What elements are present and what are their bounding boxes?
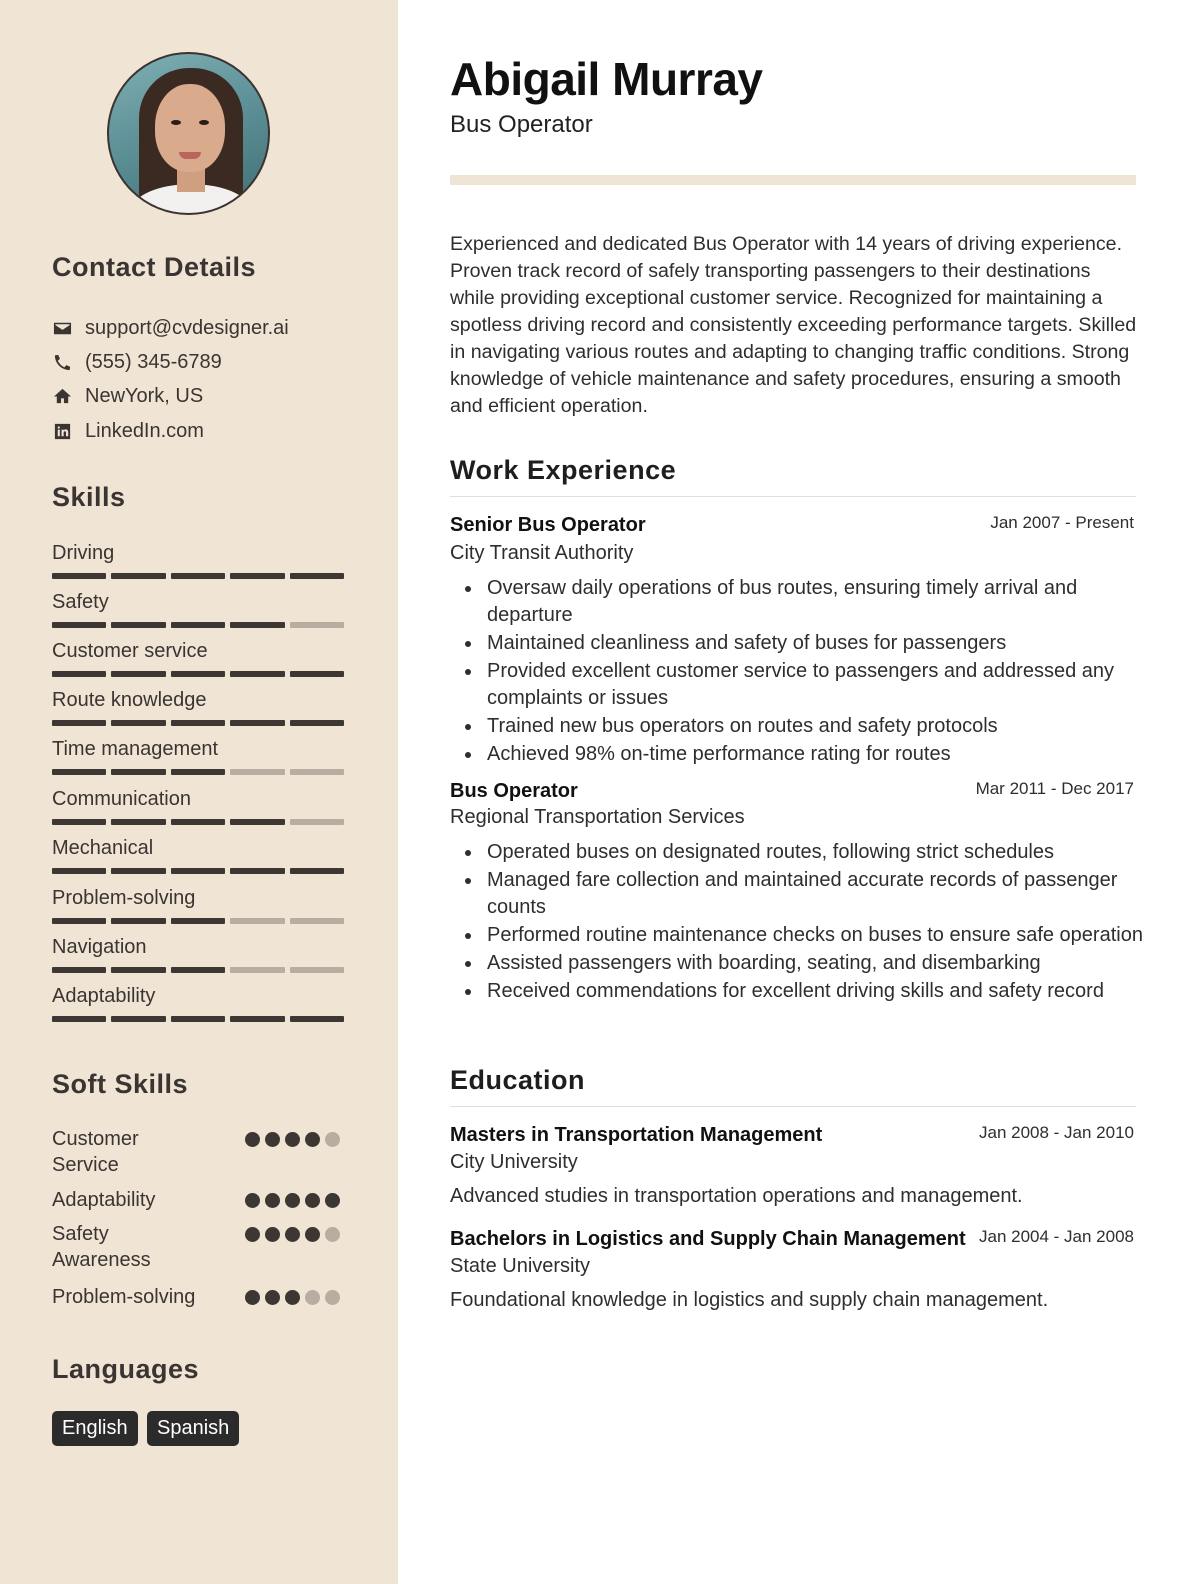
rating-bar-filled xyxy=(52,868,106,874)
skill-rating xyxy=(52,1016,344,1022)
contact-location xyxy=(52,383,203,409)
rating-bar-filled xyxy=(52,720,106,726)
soft-skill-row xyxy=(52,1284,344,1310)
home-icon xyxy=(52,386,72,406)
rating-bar-filled xyxy=(111,819,165,825)
rating-bar-filled xyxy=(111,671,165,677)
rating-dot-filled xyxy=(245,1227,260,1242)
job-title-2: Bus Operator xyxy=(450,780,578,802)
rating-dot-filled xyxy=(285,1290,300,1305)
rating-bar-filled xyxy=(171,769,225,775)
education-description-1: Advanced studies in transportation operations and management. xyxy=(450,1185,1023,1207)
job-dates-2: Mar 2011 - Dec 2017 xyxy=(975,779,1134,798)
skill-row xyxy=(52,786,344,826)
rating-dot-filled xyxy=(285,1132,300,1147)
rating-bar-filled xyxy=(52,1016,106,1022)
soft-skill-row xyxy=(52,1187,344,1213)
skill-rating xyxy=(52,573,344,579)
contact-linkedin-text: LinkedIn.com xyxy=(85,419,204,442)
skill-row xyxy=(52,687,344,727)
contact-location-text: NewYork, US xyxy=(85,384,204,407)
education-description-2: Foundational knowledge in logistics and supply chain management. xyxy=(450,1289,1049,1311)
soft-skill-rating xyxy=(245,1227,340,1242)
job-company-2: Regional Transportation Services xyxy=(450,806,745,828)
skill-rating xyxy=(52,918,344,924)
list-item: Received commendations for excellent driving skills and safety record xyxy=(487,978,1147,1005)
job-company-1: City Transit Authority xyxy=(450,542,634,564)
rating-bar-filled xyxy=(230,1016,284,1022)
language-badge-spanish: Spanish xyxy=(147,1411,239,1446)
rating-bar-filled xyxy=(171,868,225,874)
skill-row xyxy=(52,983,344,1023)
skill-name: Customer service xyxy=(52,640,208,662)
rating-dot-filled xyxy=(305,1193,320,1208)
list-item: Achieved 98% on-time performance rating for routes xyxy=(487,741,1147,768)
skills-heading: Skills xyxy=(52,482,126,512)
linkedin-icon xyxy=(52,421,72,441)
rating-bar-filled xyxy=(52,918,106,924)
rating-bar-empty xyxy=(290,622,344,628)
rating-dot-empty xyxy=(325,1132,340,1147)
skill-row xyxy=(52,638,344,678)
rating-bar-empty xyxy=(290,769,344,775)
skill-row xyxy=(52,736,344,776)
work-experience-heading: Work Experience xyxy=(450,455,677,485)
education-school-1: City University xyxy=(450,1151,578,1173)
rating-bar-filled xyxy=(52,967,106,973)
skill-rating xyxy=(52,622,344,628)
skill-name: Communication xyxy=(52,788,191,810)
education-school-2: State University xyxy=(450,1255,591,1277)
rating-bar-filled xyxy=(111,1016,165,1022)
rating-bar-empty xyxy=(290,819,344,825)
soft-skill-row xyxy=(52,1126,344,1178)
skill-row xyxy=(52,540,344,580)
soft-skill-name: Customer Service xyxy=(52,1128,139,1176)
skill-name: Time management xyxy=(52,738,218,760)
rating-bar-filled xyxy=(230,720,284,726)
soft-skill-name: Adaptability xyxy=(52,1189,156,1211)
rating-bar-filled xyxy=(290,720,344,726)
profile-photo xyxy=(107,52,270,215)
rating-bar-empty xyxy=(290,918,344,924)
rating-bar-filled xyxy=(171,671,225,677)
rating-bar-filled xyxy=(230,671,284,677)
job-bullets-2 xyxy=(487,839,1147,1006)
rating-dot-filled xyxy=(285,1227,300,1242)
education-dates-2: Jan 2004 - Jan 2008 xyxy=(978,1227,1134,1246)
sidebar xyxy=(0,0,398,1584)
job-title-1: Senior Bus Operator xyxy=(450,514,646,536)
rating-bar-filled xyxy=(111,918,165,924)
list-item: Operated buses on designated routes, following strict schedules xyxy=(487,839,1147,866)
education-dates-1: Jan 2008 - Jan 2010 xyxy=(978,1123,1134,1142)
rating-bar-filled xyxy=(290,1016,344,1022)
list-item: Trained new bus operators on routes and safety protocols xyxy=(487,713,1147,740)
rating-bar-filled xyxy=(111,622,165,628)
rating-bar-filled xyxy=(52,573,106,579)
rating-dot-empty xyxy=(325,1290,340,1305)
profile-summary: Experienced and dedicated Bus Operator with 14 years of driving experience. Proven track record of safely transporting passengers to their destinations while providing exceptional customer service. Recognized for maintaining a spotless driving record and consistently exceeding performance targets. Skilled in navigating various routes and adapting to changing traffic conditions. Strong knowledge of vehicle maintenance and safety procedures, ensuring a smooth and efficient operation. xyxy=(450,233,1137,417)
skill-name: Problem-solving xyxy=(52,887,196,909)
rating-bar-empty xyxy=(230,918,284,924)
rating-bar-filled xyxy=(52,769,106,775)
candidate-name: Abigail Murray xyxy=(450,53,763,105)
rating-bar-filled xyxy=(111,967,165,973)
skill-rating xyxy=(52,769,344,775)
rating-bar-filled xyxy=(290,671,344,677)
rating-dot-filled xyxy=(305,1227,320,1242)
rating-bar-filled xyxy=(111,769,165,775)
education-degree-1: Masters in Transportation Management xyxy=(450,1124,823,1146)
skill-name: Safety xyxy=(52,591,109,613)
rating-dot-filled xyxy=(265,1290,280,1305)
education-heading: Education xyxy=(450,1065,586,1095)
rating-bar-filled xyxy=(171,1016,225,1022)
rating-bar-filled xyxy=(171,720,225,726)
rating-dot-filled xyxy=(245,1132,260,1147)
rating-bar-filled xyxy=(52,622,106,628)
skill-row xyxy=(52,589,344,629)
rating-bar-filled xyxy=(230,868,284,874)
rating-dot-filled xyxy=(245,1290,260,1305)
skill-name: Navigation xyxy=(52,936,147,958)
candidate-title: Bus Operator xyxy=(450,111,593,138)
rating-dot-filled xyxy=(325,1193,340,1208)
soft-skill-rating xyxy=(245,1132,340,1147)
rating-dot-filled xyxy=(305,1132,320,1147)
skill-rating xyxy=(52,671,344,677)
accent-divider xyxy=(450,175,1136,185)
rating-bar-empty xyxy=(230,769,284,775)
job-bullets-1 xyxy=(487,575,1147,769)
language-badge-english: English xyxy=(52,1411,138,1446)
rating-dot-filled xyxy=(285,1193,300,1208)
envelope-icon xyxy=(52,318,72,338)
section-divider xyxy=(450,496,1136,497)
job-dates-1: Jan 2007 - Present xyxy=(990,513,1134,532)
skill-name: Mechanical xyxy=(52,837,154,859)
contact-phone-text: (555) 345-6789 xyxy=(85,350,222,373)
education-degree-2: Bachelors in Logistics and Supply Chain Management xyxy=(450,1228,966,1250)
skill-row xyxy=(52,835,344,875)
rating-dot-empty xyxy=(325,1227,340,1242)
rating-bar-filled xyxy=(230,622,284,628)
contact-heading: Contact Details xyxy=(52,252,257,282)
skill-row xyxy=(52,934,344,974)
skill-name: Driving xyxy=(52,542,115,564)
rating-bar-empty xyxy=(290,967,344,973)
skill-rating xyxy=(52,720,344,726)
rating-bar-filled xyxy=(290,868,344,874)
rating-bar-filled xyxy=(52,671,106,677)
contact-email-text: support@cvdesigner.ai xyxy=(85,316,289,339)
rating-dot-filled xyxy=(265,1193,280,1208)
rating-bar-filled xyxy=(111,868,165,874)
contact-email[interactable] xyxy=(52,315,289,341)
contact-phone[interactable] xyxy=(52,349,222,375)
skill-rating xyxy=(52,819,344,825)
soft-skill-rating xyxy=(245,1193,340,1208)
soft-skill-name: Problem-solving xyxy=(52,1286,196,1308)
skill-name: Route knowledge xyxy=(52,689,207,711)
rating-bar-filled xyxy=(111,573,165,579)
soft-skill-rating xyxy=(245,1290,340,1305)
languages-heading: Languages xyxy=(52,1354,200,1384)
rating-bar-filled xyxy=(230,573,284,579)
rating-bar-filled xyxy=(171,573,225,579)
rating-dot-filled xyxy=(265,1132,280,1147)
contact-linkedin[interactable] xyxy=(52,418,204,444)
rating-bar-filled xyxy=(171,819,225,825)
rating-bar-filled xyxy=(230,819,284,825)
skill-row xyxy=(52,885,344,925)
rating-dot-filled xyxy=(245,1193,260,1208)
soft-skill-name: Safety Awareness xyxy=(52,1223,151,1271)
rating-bar-filled xyxy=(171,918,225,924)
phone-icon xyxy=(52,352,72,372)
rating-bar-filled xyxy=(52,819,106,825)
rating-bar-empty xyxy=(230,967,284,973)
list-item: Oversaw daily operations of bus routes, ensuring timely arrival and departure xyxy=(487,575,1147,629)
list-item: Provided excellent customer service to passengers and addressed any complaints or issues xyxy=(487,658,1147,712)
section-divider xyxy=(450,1106,1136,1107)
rating-bar-filled xyxy=(171,622,225,628)
rating-bar-filled xyxy=(111,720,165,726)
list-item: Assisted passengers with boarding, seating, and disembarking xyxy=(487,950,1147,977)
soft-skills-heading: Soft Skills xyxy=(52,1069,189,1099)
list-item: Performed routine maintenance checks on buses to ensure safe operation xyxy=(487,922,1147,949)
rating-bar-filled xyxy=(171,967,225,973)
list-item: Maintained cleanliness and safety of buses for passengers xyxy=(487,630,1147,657)
list-item: Managed fare collection and maintained accurate records of passenger counts xyxy=(487,867,1147,921)
skill-rating xyxy=(52,868,344,874)
rating-dot-filled xyxy=(265,1227,280,1242)
rating-bar-filled xyxy=(290,573,344,579)
rating-dot-empty xyxy=(305,1290,320,1305)
skill-name: Adaptability xyxy=(52,985,156,1007)
skill-rating xyxy=(52,967,344,973)
soft-skill-row xyxy=(52,1221,344,1273)
